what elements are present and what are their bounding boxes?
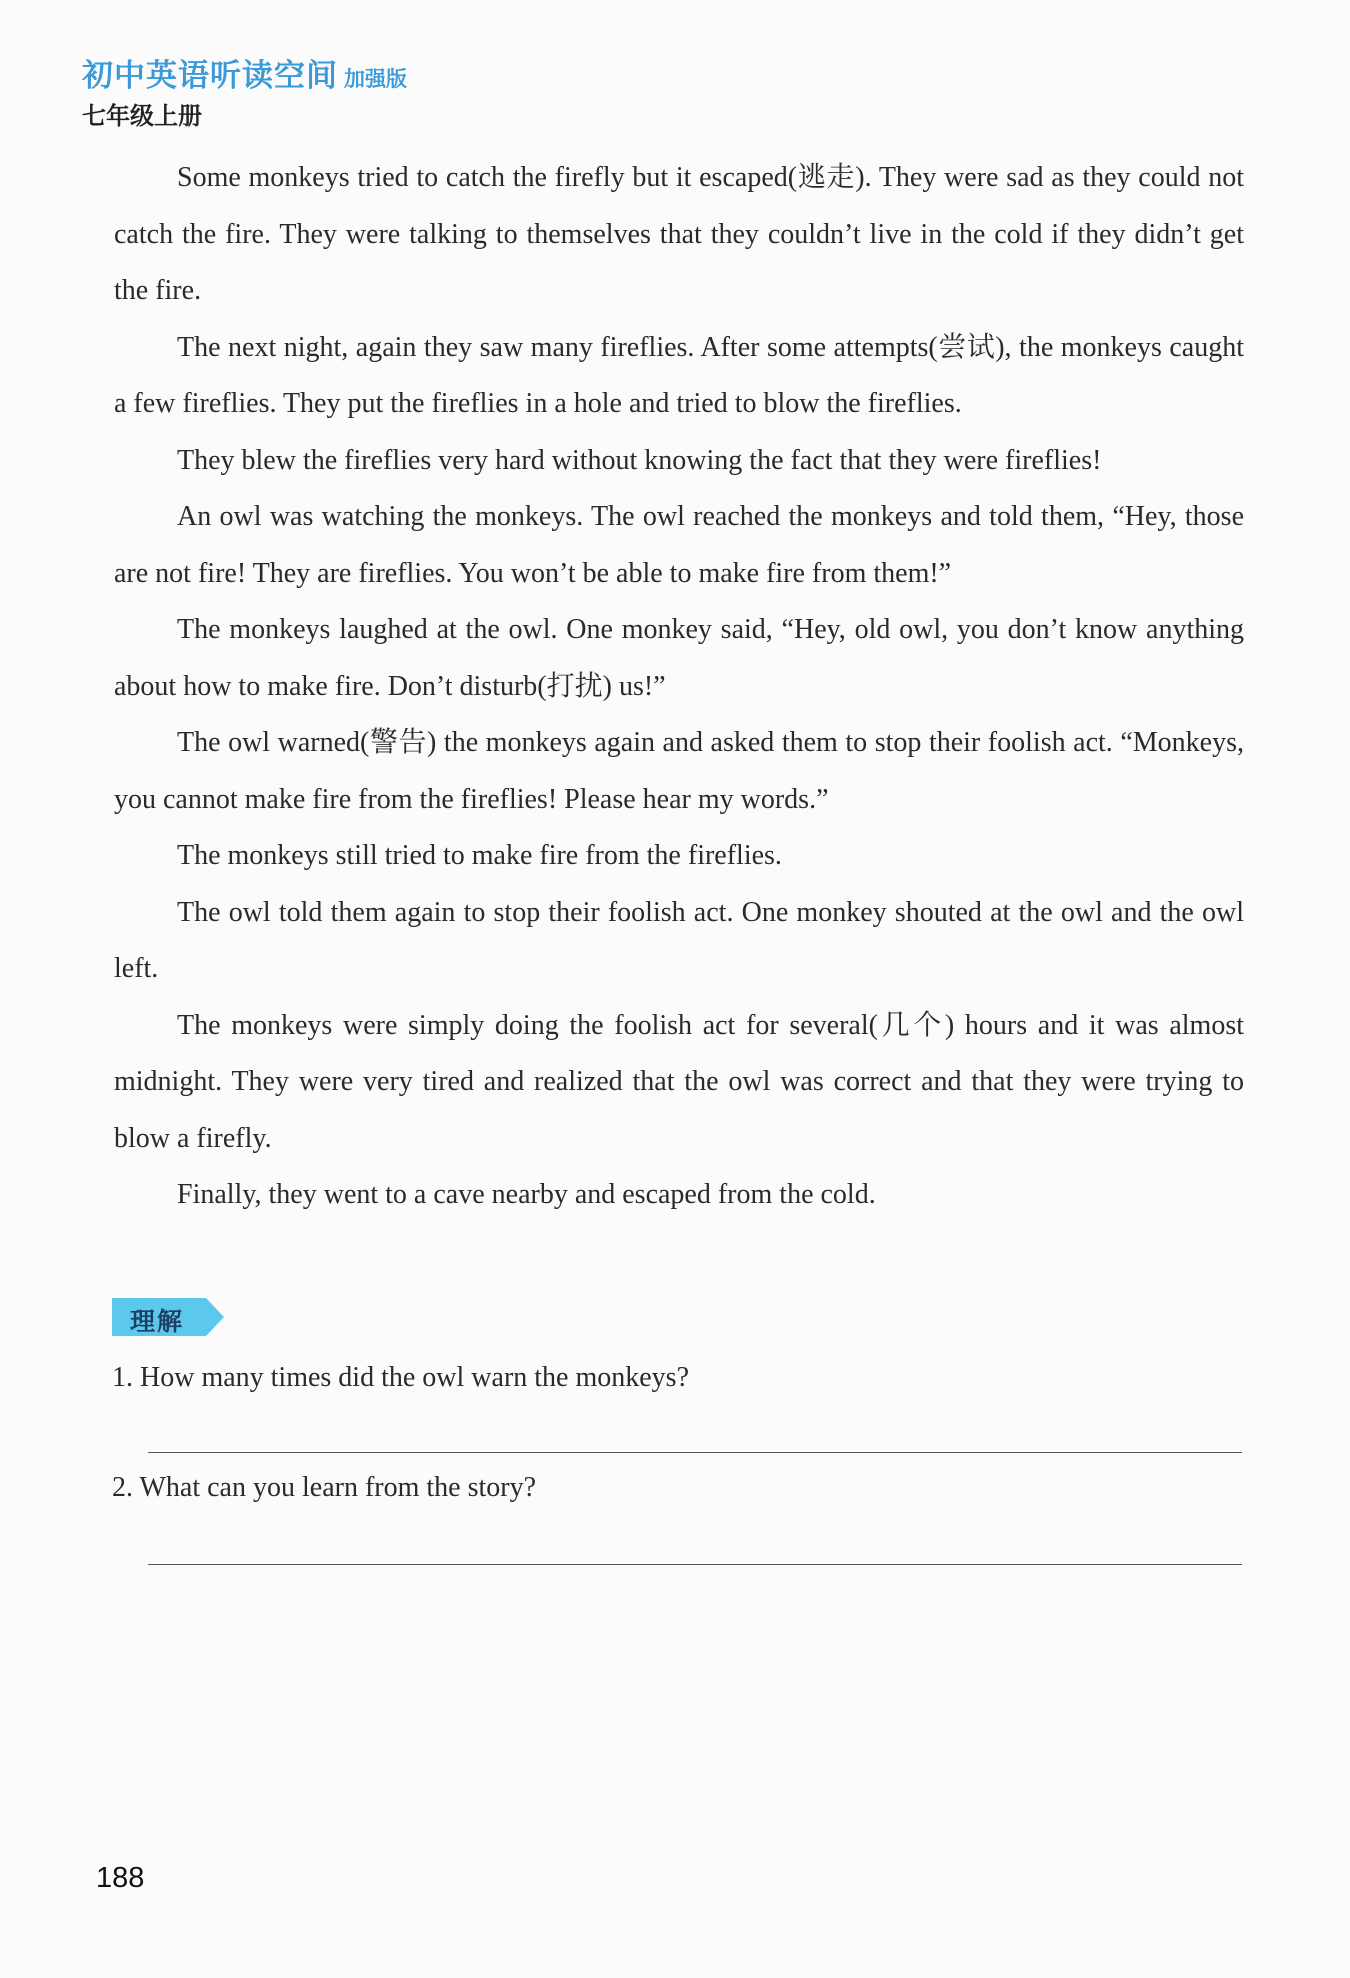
section-label: 理解 [130,1307,185,1336]
edition-label: 加强版 [344,67,407,91]
book-title-text: 初中英语听读空间 [82,58,338,94]
story-paragraph: The monkeys were simply doing the foolish act for several(几个) hours and it was almost midnight. They were very tired and realized that the owl was correct and that they were trying to blow a firefly. [114,1009,1244,1154]
section-tag-comprehension [112,1298,224,1336]
question-1: 1. How many times did the owl warn the monkeys? [112,1362,690,1393]
question-2: 2. What can you learn from the story? [112,1472,537,1503]
page-number: 188 [96,1862,145,1894]
answer-line-2[interactable] [148,1564,1242,1565]
story-paragraph: Some monkeys tried to catch the firefly but it escaped(逃走). They were sad as they could not catch the fire. They were talking to themselves that they couldn’t live in the cold if they didn’t get the fire. [114,162,1244,306]
story-paragraph: An owl was watching the monkeys. The owl reached the monkeys and told them, “Hey, those are not fire! They are fireflies. You won’t be able to make fire from them!” [114,501,1244,589]
story-paragraph: The monkeys laughed at the owl. One monkey said, “Hey, old owl, you don’t know anything about how to make fire. Don’t disturb(打扰) us!” [114,614,1244,702]
story-paragraph: The monkeys still tried to make fire from the fireflies. [177,840,782,871]
story-paragraph: The owl warned(警告) the monkeys again and asked them to stop their foolish act. “Monkeys, you cannot make fire from the fireflies! Please hear my words.” [114,727,1244,815]
book-title [82,50,407,95]
story-paragraph: Finally, they went to a cave nearby and escaped from the cold. [177,1179,876,1210]
answer-line-1[interactable] [148,1452,1242,1453]
story-paragraph: The next night, again they saw many fireflies. After some attempts(尝试), the monkeys caught a few fireflies. They put the fireflies in a hole and tried to blow the fireflies. [114,331,1244,419]
story-paragraph: The owl told them again to stop their foolish act. One monkey shouted at the owl and the owl left. [114,896,1244,984]
story-paragraph: They blew the fireflies very hard without knowing the fact that they were fireflies! [177,444,1102,476]
grade-label: 七年级上册 [82,101,202,130]
story-text [114,150,1244,1224]
